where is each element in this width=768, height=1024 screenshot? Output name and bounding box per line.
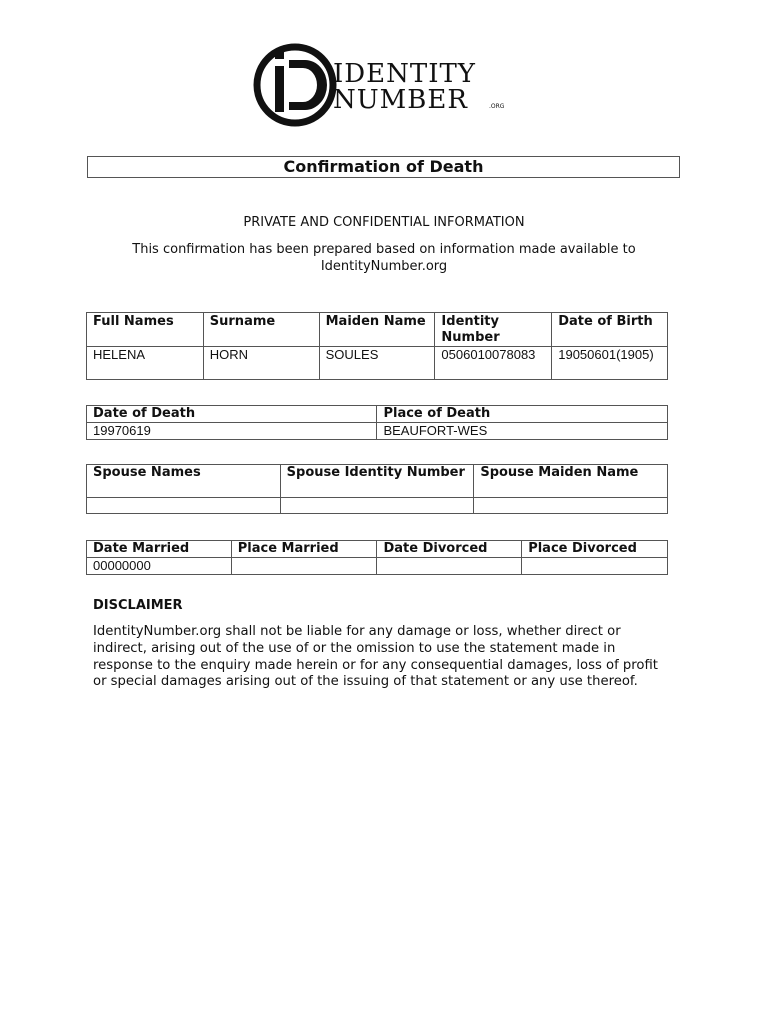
table-header: Place Married (231, 541, 377, 558)
table-header: Full Names (87, 313, 204, 347)
table-cell (522, 558, 668, 575)
table-header: Place Divorced (522, 541, 668, 558)
table-cell (231, 558, 377, 575)
identity-number-logo (253, 40, 515, 130)
table-header: Date Married (87, 541, 232, 558)
logo-line2: NUMBER (333, 85, 468, 115)
table-header: Place of Death (377, 406, 668, 423)
table-cell (377, 558, 522, 575)
table-header: Surname (203, 313, 319, 347)
person-details-table (86, 312, 668, 380)
table-header: Date Divorced (377, 541, 522, 558)
table-cell: SOULES (319, 347, 435, 380)
table-header: Spouse Names (87, 465, 281, 498)
death-details-table (86, 405, 668, 440)
table-header: Identity Number (435, 313, 552, 347)
table-cell: BEAUFORT-WES (377, 423, 668, 440)
table-row (87, 423, 668, 440)
table-cell: HORN (203, 347, 319, 380)
table-cell: 19050601(1905) (552, 347, 668, 380)
table-row (87, 347, 668, 380)
table-cell (474, 498, 668, 514)
marriage-details-table (86, 540, 668, 575)
table-header-row (87, 541, 668, 558)
table-cell (87, 498, 281, 514)
table-row (87, 498, 668, 514)
table-header-row (87, 313, 668, 347)
id-circle-logo-icon (257, 47, 333, 123)
table-cell: 19970619 (87, 423, 377, 440)
logo-suffix: .ORG (489, 103, 505, 110)
table-row (87, 558, 668, 575)
table-header: Spouse Maiden Name (474, 465, 668, 498)
confidential-notice: PRIVATE AND CONFIDENTIAL INFORMATION (243, 215, 525, 230)
prepared-statement: This confirmation has been prepared based on information made available to IdentityNumber.org (132, 242, 636, 274)
table-cell: HELENA (87, 347, 204, 380)
table-cell: 0506010078083 (435, 347, 552, 380)
table-header: Maiden Name (319, 313, 435, 347)
table-header-row (87, 465, 668, 498)
disclaimer-heading: DISCLAIMER (93, 598, 183, 613)
table-cell (280, 498, 474, 514)
disclaimer-text: IdentityNumber.org shall not be liable for any damage or loss, whether direct or indirect, arising out of the use of or the omission to use the statement made in response to the enquiry made herein or for any consequential damages, loss of profit or special damages arising out of the issuing of that statement or any use thereof. (93, 624, 658, 690)
table-header: Date of Death (87, 406, 377, 423)
table-header: Spouse Identity Number (280, 465, 474, 498)
logo-line1: IDENTITY (333, 59, 476, 89)
table-header: Date of Birth (552, 313, 668, 347)
spouse-details-table (86, 464, 668, 514)
page-title: Confirmation of Death (87, 156, 680, 178)
table-header-row (87, 406, 668, 423)
table-cell: 00000000 (87, 558, 232, 575)
